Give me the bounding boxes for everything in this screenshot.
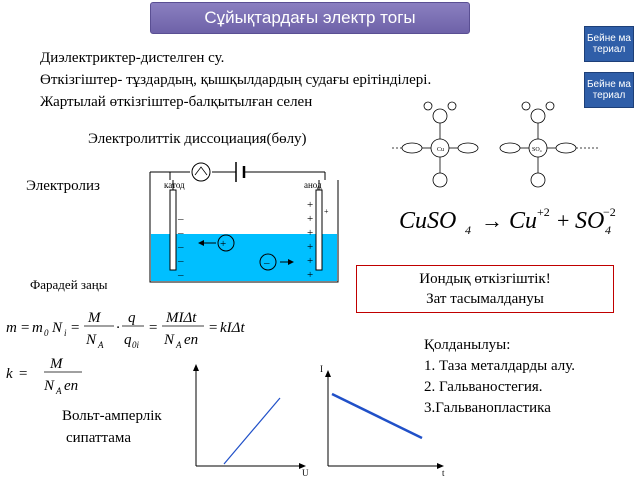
svg-text:0i: 0i xyxy=(132,340,140,350)
svg-text:CuSO: CuSO xyxy=(399,208,457,234)
svg-text:SO₄: SO₄ xyxy=(532,147,542,153)
svg-text:→: → xyxy=(481,208,503,233)
electrolysis-circuit-diagram xyxy=(140,150,350,284)
usage-item-3: 3.Гальванопластика xyxy=(424,400,551,416)
svg-text:·: · xyxy=(116,320,120,336)
usage-title: Қолданылуы: xyxy=(424,337,511,353)
svg-text:–: – xyxy=(178,255,184,267)
dissociation-equation xyxy=(395,198,635,242)
svg-text:+: + xyxy=(307,269,314,281)
svg-text:Cu: Cu xyxy=(437,147,445,153)
graph2-x-axis-label: t xyxy=(442,468,445,478)
intro-dielectrics: Диэлектриктер-дистелген су. xyxy=(40,50,225,66)
svg-text:=: = xyxy=(208,320,219,336)
cathode-label: катод xyxy=(164,180,185,190)
svg-text:en: en xyxy=(184,332,199,348)
svg-text:N: N xyxy=(44,378,55,394)
svg-text:0: 0 xyxy=(44,328,49,338)
video-material-button-2[interactable]: Бейне материал xyxy=(584,72,634,108)
svg-text:k: k xyxy=(6,366,13,382)
anode-label: анод xyxy=(304,180,322,190)
svg-text:=: = xyxy=(70,320,81,336)
svg-text:–: – xyxy=(178,227,184,239)
usage-item-1: 1. Таза металдарды алу. xyxy=(424,358,576,374)
svg-text:−2: −2 xyxy=(603,205,616,219)
svg-text:=: = xyxy=(148,320,159,336)
svg-text:en: en xyxy=(64,378,79,394)
volt-ampere-graph xyxy=(186,362,312,478)
svg-text:A: A xyxy=(98,340,104,350)
svg-text:m: m xyxy=(32,320,43,336)
svg-text:=: = xyxy=(20,320,31,336)
svg-text:–: – xyxy=(264,257,270,269)
svg-text:m: m xyxy=(6,320,17,336)
vac-label-line2: сипаттама xyxy=(66,430,131,446)
ionic-box-line1: Иондық өткізгіштік! xyxy=(419,271,551,287)
svg-text:A: A xyxy=(56,386,62,396)
svg-text:–: – xyxy=(178,269,184,281)
ionic-box-line2: Зат тасымалдануы xyxy=(426,291,544,307)
svg-text:+: + xyxy=(220,238,227,250)
current-time-graph xyxy=(318,362,450,478)
svg-text:M: M xyxy=(50,356,63,372)
svg-text:+2: +2 xyxy=(537,205,550,219)
vac-label-line1: Вольт-амперлік xyxy=(62,408,162,424)
svg-text:=: = xyxy=(18,366,29,382)
intro-semiconductors: Жартылай өткізгіштер-балқытылған селен xyxy=(40,94,313,110)
dissociation-label: Электролиттік диссоциация(бөлу) xyxy=(88,131,307,147)
svg-text:+: + xyxy=(307,213,314,225)
faraday-law-label: Фарадей заңы xyxy=(30,277,108,292)
svg-text:MIΔt: MIΔt xyxy=(166,310,197,326)
svg-text:+: + xyxy=(557,208,570,233)
page-title: Сұйықтардағы электр тогы xyxy=(150,2,470,34)
electrolysis-label: Электролиз xyxy=(26,178,100,194)
current-decay-line xyxy=(332,394,422,438)
svg-text:N: N xyxy=(52,320,63,336)
svg-text:A: A xyxy=(176,340,182,350)
svg-text:4: 4 xyxy=(465,223,471,237)
svg-text:–: – xyxy=(178,213,184,225)
svg-text:+: + xyxy=(307,199,314,211)
svg-text:N: N xyxy=(164,332,175,348)
svg-text:+: + xyxy=(324,207,329,216)
vac-line xyxy=(224,398,280,464)
svg-text:i: i xyxy=(64,328,67,338)
ionic-conductivity-box xyxy=(356,265,614,313)
svg-text:+: + xyxy=(307,227,314,239)
svg-text:q: q xyxy=(124,332,132,348)
svg-text:q: q xyxy=(128,310,136,326)
svg-text:M: M xyxy=(88,310,101,326)
intro-conductors: Өткізгіштер- тұздардың, қышқылдардың судағы ерітінділері. xyxy=(40,72,432,88)
svg-text:–: – xyxy=(178,241,184,253)
svg-text:+: + xyxy=(307,255,314,267)
svg-text:kIΔt: kIΔt xyxy=(220,320,245,336)
svg-text:SO: SO xyxy=(575,208,605,234)
video-material-button-1[interactable]: Бейне материал xyxy=(584,26,634,62)
svg-text:N: N xyxy=(86,332,97,348)
usage-item-2: 2. Гальваностегия. xyxy=(424,379,543,395)
svg-text:Cu: Cu xyxy=(509,208,538,234)
svg-text:4: 4 xyxy=(605,223,611,237)
graph1-x-axis-label: U xyxy=(302,468,309,478)
graph2-y-axis-label: I xyxy=(320,364,323,374)
svg-text:+: + xyxy=(307,241,314,253)
water-molecule-diagram xyxy=(388,100,618,188)
